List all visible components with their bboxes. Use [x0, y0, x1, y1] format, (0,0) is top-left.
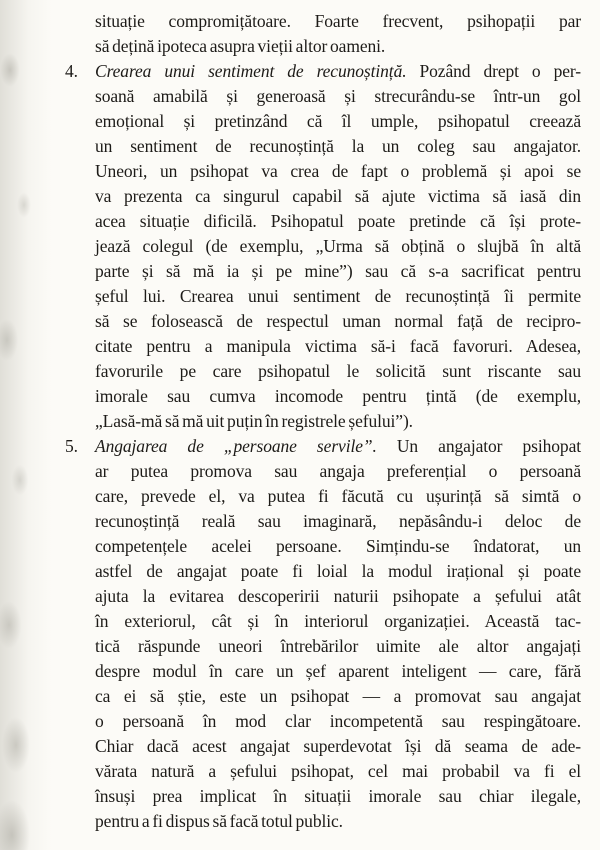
text-segment: însuși prea implicat în situații imorale sau chiar ilegale, [95, 786, 581, 806]
text-segment: jează colegul (de exemplu, „Urma să obțină o slujbă în altă [95, 236, 581, 256]
text-segment: să dețină ipoteca asupra vieții altor oameni. [95, 36, 386, 56]
text-line [95, 409, 581, 434]
item-title-italic: Angajarea de „persoane servile”. [95, 436, 377, 456]
text-line [95, 334, 581, 359]
text-line [95, 384, 581, 409]
text-line [95, 709, 581, 734]
text-segment: competențele acelei persoane. Simțindu-se îndatorat, un [95, 536, 581, 556]
text-segment: acea situație dificilă. Psihopatul poate pretinde că își prote- [95, 211, 581, 231]
text-line [95, 484, 581, 509]
text-segment: citate pentru a manipula victima să-i facă favoruri. Adesea, [95, 336, 581, 356]
list-item-number: 4. [65, 61, 78, 81]
text-line [95, 659, 581, 684]
text-segment: astfel de angajat poate fi loial la modul irațional și poate [95, 561, 581, 581]
text-segment: imorale sau cumva incomode pentru țintă (de exemplu, [95, 386, 581, 406]
text-segment: va prezenta ca singurul capabil să ajute victima să iasă din [95, 186, 581, 206]
text-line [65, 59, 581, 84]
text-line [95, 784, 581, 809]
text-line [95, 9, 581, 34]
text-segment: care, prevede el, va putea fi făcută cu ușurință să simtă o [95, 486, 581, 506]
text-line [95, 184, 581, 209]
text-line [95, 534, 581, 559]
text-line [65, 434, 581, 459]
text-line [95, 84, 581, 109]
text-line [95, 684, 581, 709]
text-line [95, 259, 581, 284]
text-segment: tică răspunde uneori întrebărilor uimite ale altor angajați [95, 636, 581, 656]
text-segment: despre modul în care un șef aparent inteligent — care, fără [95, 661, 581, 681]
text-line [95, 209, 581, 234]
text-segment: ca ei să știe, este un psihopat — a promovat sau angajat [95, 686, 581, 706]
text-line [95, 759, 581, 784]
text-line [95, 109, 581, 134]
text-line [95, 559, 581, 584]
text-segment: pentru a fi dispus să facă totul public. [95, 811, 343, 831]
text-segment: situație compromițătoare. Foarte frecvent, psihopații par [95, 11, 581, 31]
text-segment: „Lasă-mă să mă uit puțin în registrele șefului”). [95, 411, 413, 431]
scan-edge-artifact [0, 0, 52, 850]
text-segment: o persoană în mod clar incompetentă sau respingătoare. [95, 711, 581, 731]
text-line [95, 459, 581, 484]
text-segment: șeful lui. Crearea unui sentiment de recunoștință îi permite [95, 286, 581, 306]
text-line [95, 809, 581, 834]
text-segment: ar putea promova sau angaja preferențial o persoană [95, 461, 581, 481]
text-segment: Chiar dacă acest angajat superdevotat își dă seama de ade- [95, 736, 581, 756]
text-line [95, 159, 581, 184]
text-segment: să se folosească de respectul uman normal față de recipro- [95, 311, 581, 331]
text-line [95, 634, 581, 659]
item-title-italic: Crearea unui sentiment de recunoștință. [95, 61, 407, 81]
text-segment: recunoștință reală sau imaginară, nepăsându-i deloc de [95, 511, 581, 531]
text-segment: soană amabilă și generoasă și strecurându-se într-un gol [95, 86, 581, 106]
text-line [95, 734, 581, 759]
text-line [95, 284, 581, 309]
text-line [95, 34, 581, 59]
text-segment: vărata natură a șefului psihopat, cel mai probabil va fi el [95, 761, 581, 781]
text-line [95, 509, 581, 534]
text-segment: Uneori, un psihopat va crea de fapt o problemă și apoi se [95, 161, 581, 181]
text-line [95, 359, 581, 384]
text-segment: parte și să mă ia și pe mine”) sau că s-a sacrificat pentru [95, 261, 581, 281]
text-line [95, 584, 581, 609]
text-segment: Pozând drept o per- [406, 61, 581, 81]
list-item-number: 5. [65, 436, 78, 456]
text-segment: în exteriorul, cât și în interiorul organizației. Această tac- [95, 611, 581, 631]
text-line [95, 234, 581, 259]
text-segment: Un angajator psihopat [376, 436, 581, 456]
text-segment: emoțional și pretinzând că îl umple, psihopatul creează [95, 111, 581, 131]
text-segment: ajuta la evitarea descoperirii naturii psihopate a șefului atât [95, 586, 581, 606]
text-segment: un sentiment de recunoștință la un coleg sau angajator. [95, 136, 581, 156]
text-line [95, 134, 581, 159]
text-line [95, 609, 581, 634]
text-segment: favorurile pe care psihopatul le solicită sunt riscante sau [95, 361, 581, 381]
text-line [95, 309, 581, 334]
page-text [65, 9, 581, 834]
